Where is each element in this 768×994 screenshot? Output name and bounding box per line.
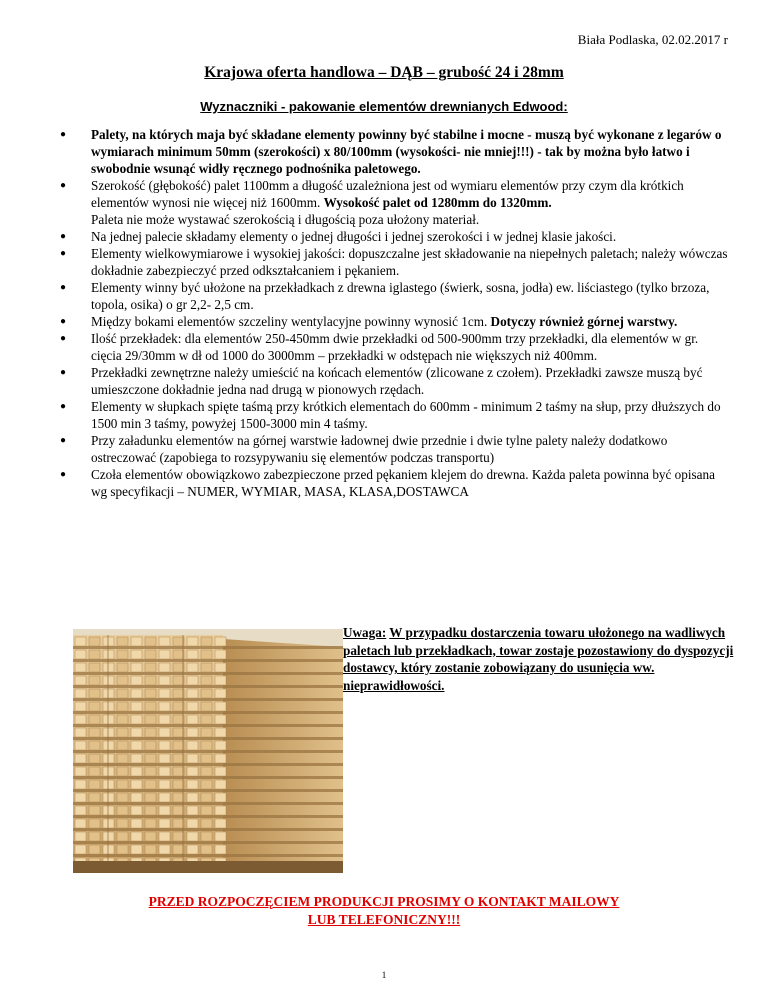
board-end (215, 806, 226, 815)
board-end (159, 845, 170, 854)
board-end (201, 702, 212, 711)
board-end (145, 676, 156, 685)
bullet-icon: ● (60, 401, 67, 412)
board-end (117, 793, 128, 802)
board-end (201, 819, 212, 828)
board-end (159, 715, 170, 724)
contact-notice (0, 893, 768, 929)
list-item: ● Przy załadunku elementów na górnej warstwie ładownej dwie przednie i dwie tylne palety należy dodatkowo ostreczować (zapobiega to rozsypywaniu się elementów podczas transportu) (60, 433, 668, 465)
board-end (201, 832, 212, 841)
board-end (173, 780, 184, 789)
board-end (201, 754, 212, 763)
document-title: Krajowa oferta handlowa – DĄB – grubość 24 i 28mm (204, 64, 564, 81)
board-end (173, 702, 184, 711)
board-end (117, 676, 128, 685)
contact-notice-line2: LUB TELEFONICZNY!!! (307, 912, 461, 927)
board-end (187, 702, 198, 711)
spacer-strip (73, 698, 343, 701)
board-end (159, 806, 170, 815)
board-end (173, 663, 184, 672)
bullet-icon: ● (60, 248, 67, 259)
board-end (75, 637, 86, 646)
board-end (173, 728, 184, 737)
board-end (173, 754, 184, 763)
board-end (117, 689, 128, 698)
spacer-strip (73, 841, 343, 844)
list-item-note: Paleta nie może wystawać szerokością i długością poza ułożony materiał. (91, 212, 480, 227)
board-end (117, 663, 128, 672)
board-end (117, 780, 128, 789)
board-end (131, 832, 142, 841)
board-end (131, 702, 142, 711)
board-end (187, 637, 198, 646)
board-end (117, 845, 128, 854)
board-end (145, 650, 156, 659)
spacer-strip (73, 828, 343, 831)
board-end (201, 663, 212, 672)
warning-text: W przypadku dostarczenia towaru ułożonego na wadliwych paletach lub przekładkach, towar zostaje pozostawiony do dyspozycji dostawcy, który zostanie zobowiązany do usunięcia ww. nieprawidłowości. (343, 625, 734, 693)
board-end (215, 845, 226, 854)
board-end (187, 806, 198, 815)
board-end (215, 676, 226, 685)
board-end (145, 832, 156, 841)
board-end (145, 689, 156, 698)
spacer-strip (73, 776, 343, 779)
timber-stack-photo (73, 629, 343, 873)
spacer-strip (73, 724, 343, 727)
board-end (145, 741, 156, 750)
board-end (145, 715, 156, 724)
board-end (159, 689, 170, 698)
timber-stack-illustration (73, 629, 343, 873)
board-end (159, 793, 170, 802)
bullet-icon: ● (60, 231, 67, 242)
board-end (215, 728, 226, 737)
board-end (145, 637, 156, 646)
spacer-strip (73, 815, 343, 818)
list-item: ● Na jednej palecie składamy elementy o jednej długości i jednej szerokości i w jednej klasie jakości. (60, 229, 617, 244)
bullet-icon: ● (60, 435, 67, 446)
board-end (131, 637, 142, 646)
board-end (145, 793, 156, 802)
board-end (187, 832, 198, 841)
board-end (187, 819, 198, 828)
board-end (75, 663, 86, 672)
board-end (187, 715, 198, 724)
board-end (215, 637, 226, 646)
contact-notice-line1: PRZED ROZPOCZĘCIEM PRODUKCJI PROSIMY O KONTAKT MAILOWY (148, 894, 620, 909)
board-end (131, 715, 142, 724)
board-end (201, 780, 212, 789)
board-end (131, 754, 142, 763)
spacer-strip (73, 711, 343, 714)
board-end (215, 702, 226, 711)
board-end (89, 715, 100, 724)
board-end (187, 728, 198, 737)
board-end (75, 780, 86, 789)
board-end (187, 793, 198, 802)
board-end (131, 741, 142, 750)
board-end (159, 819, 170, 828)
list-item: ● Przekładki zewnętrzne należy umieścić na końcach elementów (zlicowane z czołem). Przekładki zawsze muszą być umieszczone dokładnie jedna nad drugą w pionowych rzędach. (60, 365, 703, 397)
board-end (75, 754, 86, 763)
board-end (117, 832, 128, 841)
bullet-icon: ● (60, 180, 67, 191)
board-end (187, 650, 198, 659)
board-end (187, 754, 198, 763)
board-end (75, 689, 86, 698)
board-end (89, 754, 100, 763)
board-end (159, 702, 170, 711)
board-end (201, 845, 212, 854)
bullet-icon: ● (60, 469, 67, 480)
board-end (145, 819, 156, 828)
place-date: Biała Podlaska, 02.02.2017 r (577, 32, 728, 47)
board-end (145, 754, 156, 763)
board-end (75, 702, 86, 711)
list-item: ● Ilość przekładek: dla elementów 250-450mm dwie przekładki od 500-900mm trzy przekładki, dla elementów w gr. cięcia 29/30mm w dł od 1000 do 3000mm – przekładki w odstępach nie większych niż 400mm. (60, 331, 699, 363)
board-end (159, 754, 170, 763)
board-end (215, 793, 226, 802)
board-end (89, 637, 100, 646)
spacer-strip (73, 763, 343, 766)
board-end (89, 767, 100, 776)
board-end (89, 728, 100, 737)
bullet-icon: ● (60, 129, 67, 140)
spacer-strip (73, 802, 343, 805)
board-end (187, 663, 198, 672)
spacer-strip (73, 854, 343, 857)
board-end (131, 676, 142, 685)
board-end (89, 793, 100, 802)
board-end (145, 663, 156, 672)
board-end (187, 676, 198, 685)
board-end (117, 702, 128, 711)
board-end (131, 728, 142, 737)
board-end (215, 754, 226, 763)
list-item: ● Elementy w słupkach spięte taśmą przy krótkich elementach do 600mm - minimum 2 taśmy na słup, przy dłuższych do 1500 min 3 taśmy, powyżej 1500-3000 min 4 taśmy. (60, 399, 721, 431)
board-end (187, 767, 198, 776)
board-end (159, 650, 170, 659)
board-end (75, 676, 86, 685)
spacer-strip (73, 685, 343, 688)
warning-lead: Uwaga: (343, 625, 387, 640)
board-end (215, 832, 226, 841)
board-end (201, 715, 212, 724)
board-end (75, 767, 86, 776)
board-end (173, 650, 184, 659)
board-end (215, 741, 226, 750)
bullet-icon: ● (60, 282, 67, 293)
board-end (215, 715, 226, 724)
board-end (173, 845, 184, 854)
document-subtitle: Wyznaczniki - pakowanie elementów drewnianych Edwood: (200, 99, 568, 114)
board-end (89, 689, 100, 698)
board-end (173, 637, 184, 646)
board-end (145, 767, 156, 776)
board-end (159, 832, 170, 841)
spacer-strip (73, 672, 343, 675)
board-end (117, 728, 128, 737)
requirements-list (60, 126, 728, 500)
board-end (215, 819, 226, 828)
board-end (89, 780, 100, 789)
board-end (131, 780, 142, 789)
board-end (89, 819, 100, 828)
board-end (159, 637, 170, 646)
board-end (201, 676, 212, 685)
list-item: ● Czoła elementów obowiązkowo zabezpieczone przed pękaniem klejem do drewna. Każda paleta powinna być opisana wg specyfikacji – NUMER, WYMIAR, MASA, KLASA,DOSTAWCA (60, 467, 715, 499)
board-end (173, 819, 184, 828)
board-end (159, 780, 170, 789)
board-end (131, 845, 142, 854)
board-end (215, 663, 226, 672)
board-end (201, 741, 212, 750)
board-end (131, 793, 142, 802)
spacer-strip (73, 737, 343, 740)
board-end (187, 780, 198, 789)
board-end (215, 689, 226, 698)
list-item: ● Między bokami elementów szczeliny wentylacyjne powinny wynosić 1cm. Dotyczy również górnej warstwy. (60, 314, 678, 329)
bullet-icon: ● (60, 316, 67, 327)
spacer-strip (73, 789, 343, 792)
board-end (75, 741, 86, 750)
board-end (173, 715, 184, 724)
bullet-icon: ● (60, 367, 67, 378)
board-end (131, 806, 142, 815)
spacer-strip (73, 659, 343, 662)
board-end (75, 728, 86, 737)
board-end (89, 845, 100, 854)
spacer-strip (73, 646, 343, 649)
board-end (117, 715, 128, 724)
board-end (75, 793, 86, 802)
board-end (187, 845, 198, 854)
board-end (131, 663, 142, 672)
board-end (75, 650, 86, 659)
board-end (75, 845, 86, 854)
board-end (145, 845, 156, 854)
spacer-strip (73, 750, 343, 753)
bullet-icon: ● (60, 333, 67, 344)
board-end (201, 637, 212, 646)
board-end (159, 663, 170, 672)
board-end (201, 793, 212, 802)
board-end (187, 689, 198, 698)
board-end (173, 676, 184, 685)
list-item: ● Elementy wielkowymiarowe i wysokiej jakości: dopuszczalne jest składowanie na niepełnych paletach; należy wówczas dokładnie zabezpieczyć przed odkształcaniem i pękaniem. (60, 246, 728, 278)
board-end (201, 689, 212, 698)
board-end (173, 793, 184, 802)
board-end (89, 832, 100, 841)
board-end (201, 806, 212, 815)
board-end (145, 728, 156, 737)
list-item: ● Szerokość (głębokość) palet 1100mm a długość uzależniona jest od wymiaru elementów przy czym dla krótkich elementów wynosi nie więcej niż 1600mm. Wysokość palet od 1280mm do 1320mm. (60, 178, 684, 210)
board-end (117, 806, 128, 815)
board-end (215, 650, 226, 659)
board-end (117, 754, 128, 763)
list-item: ● Palety, na których maja być składane elementy powinny być stabilne i mocne - muszą być wykonane z legarów o wymiarach minimum 50mm (szerokości) x 80/100mm (wysokości- nie mniej!!!) - tak by można było łatwo i swobodnie wsunąć widły ręcznego podnośnika paletowego. (60, 127, 722, 176)
board-end (117, 650, 128, 659)
board-end (173, 806, 184, 815)
board-end (201, 767, 212, 776)
board-end (159, 767, 170, 776)
board-end (145, 780, 156, 789)
board-end (187, 741, 198, 750)
board-end (117, 767, 128, 776)
board-end (215, 780, 226, 789)
board-end (75, 819, 86, 828)
board-end (201, 728, 212, 737)
board-end (173, 767, 184, 776)
board-end (75, 832, 86, 841)
board-end (215, 767, 226, 776)
board-end (131, 819, 142, 828)
warning-note (343, 624, 738, 694)
board-end (89, 741, 100, 750)
board-end (89, 650, 100, 659)
board-end (89, 806, 100, 815)
board-end (89, 702, 100, 711)
board-end (131, 650, 142, 659)
board-end (159, 676, 170, 685)
board-end (201, 650, 212, 659)
board-end (173, 832, 184, 841)
board-end (173, 689, 184, 698)
board-end (117, 819, 128, 828)
board-end (131, 689, 142, 698)
board-end (117, 637, 128, 646)
board-end (75, 715, 86, 724)
board-end (159, 741, 170, 750)
board-end (75, 806, 86, 815)
board-end (89, 663, 100, 672)
board-end (89, 676, 100, 685)
board-end (159, 728, 170, 737)
board-end (117, 741, 128, 750)
board-end (145, 806, 156, 815)
board-end (145, 702, 156, 711)
page-number: 1 (381, 970, 387, 980)
board-end (131, 767, 142, 776)
list-item: ● Elementy winny być ułożone na przekładkach z drewna iglastego (świerk, sosna, jodła) ew. liściastego (tylko brzoza, topola, osika) o gr 2,2- 2,5 cm. (60, 280, 710, 312)
board-end (173, 741, 184, 750)
